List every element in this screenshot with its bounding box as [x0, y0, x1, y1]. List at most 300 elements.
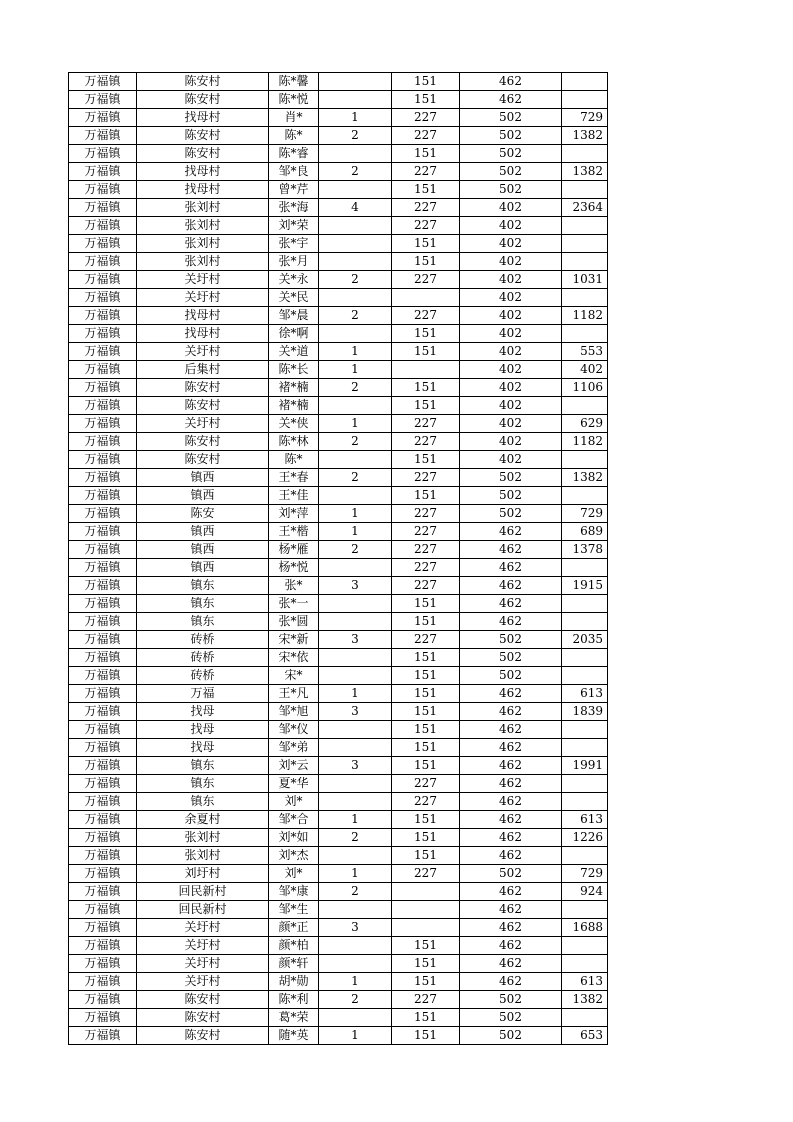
- cell-v2: 502: [460, 1009, 562, 1027]
- cell-town: 万福镇: [69, 739, 137, 757]
- cell-total: 1382: [562, 469, 608, 487]
- cell-v1: 151: [392, 721, 460, 739]
- cell-v2: 502: [460, 109, 562, 127]
- table-row: [69, 253, 608, 271]
- cell-name: 刘*: [269, 793, 319, 811]
- cell-v1: 227: [392, 631, 460, 649]
- cell-v2: 462: [460, 523, 562, 541]
- cell-total: 729: [562, 109, 608, 127]
- cell-village: 镇东: [137, 613, 269, 631]
- cell-name: 张*一: [269, 595, 319, 613]
- cell-v1: 227: [392, 577, 460, 595]
- cell-v1: [392, 919, 460, 937]
- cell-count: 2: [319, 163, 392, 181]
- cell-town: 万福镇: [69, 1009, 137, 1027]
- cell-town: 万福镇: [69, 433, 137, 451]
- table-row: [69, 775, 608, 793]
- cell-town: 万福镇: [69, 1027, 137, 1045]
- cell-v2: 462: [460, 721, 562, 739]
- table-row: [69, 883, 608, 901]
- cell-v1: 151: [392, 181, 460, 199]
- cell-count: 1: [319, 109, 392, 127]
- cell-v2: 402: [460, 235, 562, 253]
- cell-v2: 462: [460, 811, 562, 829]
- cell-name: 关*侠: [269, 415, 319, 433]
- cell-village: 刘圩村: [137, 865, 269, 883]
- cell-village: 陈安村: [137, 1027, 269, 1045]
- cell-village: 找母: [137, 721, 269, 739]
- cell-name: 肖*: [269, 109, 319, 127]
- cell-name: 邹*晨: [269, 307, 319, 325]
- cell-total: [562, 667, 608, 685]
- table-row: [69, 577, 608, 595]
- cell-count: 1: [319, 865, 392, 883]
- cell-v2: 462: [460, 973, 562, 991]
- table-row: [69, 127, 608, 145]
- cell-count: [319, 901, 392, 919]
- cell-village: 镇东: [137, 775, 269, 793]
- cell-v1: 227: [392, 775, 460, 793]
- cell-v2: 462: [460, 595, 562, 613]
- cell-name: 刘*杰: [269, 847, 319, 865]
- cell-v2: 502: [460, 181, 562, 199]
- cell-count: 1: [319, 361, 392, 379]
- cell-name: 张*宇: [269, 235, 319, 253]
- cell-name: 刘*: [269, 865, 319, 883]
- cell-name: 颜*柏: [269, 937, 319, 955]
- table-row: [69, 685, 608, 703]
- cell-v2: 402: [460, 379, 562, 397]
- cell-name: 陈*馨: [269, 73, 319, 91]
- cell-total: [562, 289, 608, 307]
- cell-name: 张*圆: [269, 613, 319, 631]
- cell-v2: 402: [460, 307, 562, 325]
- cell-v1: [392, 883, 460, 901]
- cell-total: [562, 775, 608, 793]
- cell-v1: 151: [392, 1009, 460, 1027]
- table-row: [69, 829, 608, 847]
- cell-village: 陈安村: [137, 379, 269, 397]
- table-row: [69, 469, 608, 487]
- cell-name: 关*道: [269, 343, 319, 361]
- cell-count: 2: [319, 991, 392, 1009]
- cell-v2: 402: [460, 361, 562, 379]
- cell-v1: 151: [392, 685, 460, 703]
- cell-v2: 402: [460, 325, 562, 343]
- cell-village: 关圩村: [137, 343, 269, 361]
- cell-v1: 151: [392, 343, 460, 361]
- cell-count: 1: [319, 973, 392, 991]
- cell-name: 陈*: [269, 451, 319, 469]
- table-body: [69, 73, 608, 1045]
- cell-v1: [392, 289, 460, 307]
- table-row: [69, 937, 608, 955]
- cell-count: 4: [319, 199, 392, 217]
- cell-village: 陈安村: [137, 73, 269, 91]
- cell-v1: 151: [392, 739, 460, 757]
- cell-town: 万福镇: [69, 73, 137, 91]
- table-row: [69, 793, 608, 811]
- cell-name: 杨*雁: [269, 541, 319, 559]
- cell-v1: 227: [392, 865, 460, 883]
- cell-v2: 462: [460, 793, 562, 811]
- cell-name: 邹*康: [269, 883, 319, 901]
- table-row: [69, 541, 608, 559]
- cell-v2: 462: [460, 775, 562, 793]
- cell-v2: 462: [460, 541, 562, 559]
- cell-count: 2: [319, 829, 392, 847]
- cell-village: 关圩村: [137, 955, 269, 973]
- cell-name: 邹*旭: [269, 703, 319, 721]
- cell-total: 729: [562, 865, 608, 883]
- cell-village: 万福: [137, 685, 269, 703]
- table-row: [69, 847, 608, 865]
- cell-v1: 151: [392, 667, 460, 685]
- table-row: [69, 217, 608, 235]
- cell-v1: 151: [392, 397, 460, 415]
- cell-village: 陈安村: [137, 127, 269, 145]
- table-row: [69, 235, 608, 253]
- table-row: [69, 397, 608, 415]
- cell-total: [562, 793, 608, 811]
- table-row: [69, 181, 608, 199]
- cell-name: 葛*荣: [269, 1009, 319, 1027]
- cell-name: 随*英: [269, 1027, 319, 1045]
- cell-count: 2: [319, 541, 392, 559]
- cell-v2: 462: [460, 559, 562, 577]
- table-row: [69, 73, 608, 91]
- cell-v1: 151: [392, 829, 460, 847]
- table-row: [69, 991, 608, 1009]
- cell-town: 万福镇: [69, 469, 137, 487]
- cell-v2: 502: [460, 991, 562, 1009]
- cell-total: 924: [562, 883, 608, 901]
- cell-v2: 502: [460, 487, 562, 505]
- cell-total: [562, 397, 608, 415]
- cell-count: 1: [319, 415, 392, 433]
- cell-v1: [392, 361, 460, 379]
- cell-count: [319, 613, 392, 631]
- cell-count: 1: [319, 343, 392, 361]
- cell-village: 关圩村: [137, 937, 269, 955]
- cell-v2: 402: [460, 253, 562, 271]
- cell-total: [562, 559, 608, 577]
- cell-town: 万福镇: [69, 127, 137, 145]
- cell-total: [562, 487, 608, 505]
- cell-name: 陈*长: [269, 361, 319, 379]
- table-row: [69, 811, 608, 829]
- cell-count: [319, 73, 392, 91]
- cell-v2: 502: [460, 667, 562, 685]
- table-row: [69, 91, 608, 109]
- cell-v1: 151: [392, 325, 460, 343]
- cell-count: 3: [319, 757, 392, 775]
- cell-count: [319, 145, 392, 163]
- cell-v1: 151: [392, 613, 460, 631]
- cell-name: 宋*: [269, 667, 319, 685]
- cell-town: 万福镇: [69, 145, 137, 163]
- cell-town: 万福镇: [69, 505, 137, 523]
- cell-total: 729: [562, 505, 608, 523]
- cell-v2: 402: [460, 343, 562, 361]
- cell-village: 张刘村: [137, 847, 269, 865]
- cell-v2: 462: [460, 937, 562, 955]
- cell-v1: 227: [392, 559, 460, 577]
- table-row: [69, 271, 608, 289]
- cell-town: 万福镇: [69, 577, 137, 595]
- cell-total: 689: [562, 523, 608, 541]
- cell-v2: 462: [460, 919, 562, 937]
- cell-total: [562, 91, 608, 109]
- cell-total: 1226: [562, 829, 608, 847]
- cell-v2: 462: [460, 757, 562, 775]
- cell-name: 张*海: [269, 199, 319, 217]
- cell-v1: 151: [392, 379, 460, 397]
- cell-v1: 151: [392, 937, 460, 955]
- cell-name: 王*凡: [269, 685, 319, 703]
- cell-town: 万福镇: [69, 91, 137, 109]
- cell-v1: 151: [392, 235, 460, 253]
- cell-v2: 402: [460, 271, 562, 289]
- cell-town: 万福镇: [69, 451, 137, 469]
- cell-v2: 502: [460, 163, 562, 181]
- cell-total: [562, 181, 608, 199]
- cell-v1: 227: [392, 109, 460, 127]
- cell-count: [319, 559, 392, 577]
- cell-count: 3: [319, 631, 392, 649]
- cell-name: 陈*林: [269, 433, 319, 451]
- cell-village: 关圩村: [137, 289, 269, 307]
- cell-total: 653: [562, 1027, 608, 1045]
- cell-v2: 502: [460, 865, 562, 883]
- cell-village: 镇西: [137, 559, 269, 577]
- cell-total: [562, 1009, 608, 1027]
- cell-total: [562, 325, 608, 343]
- cell-village: 陈安: [137, 505, 269, 523]
- table-row: [69, 721, 608, 739]
- cell-count: [319, 487, 392, 505]
- cell-v2: 462: [460, 613, 562, 631]
- cell-town: 万福镇: [69, 847, 137, 865]
- cell-town: 万福镇: [69, 955, 137, 973]
- cell-count: [319, 1009, 392, 1027]
- cell-town: 万福镇: [69, 199, 137, 217]
- cell-village: 张刘村: [137, 235, 269, 253]
- cell-name: 关*永: [269, 271, 319, 289]
- cell-village: 回民新村: [137, 883, 269, 901]
- cell-v1: 227: [392, 307, 460, 325]
- table-row: [69, 973, 608, 991]
- cell-v2: 462: [460, 73, 562, 91]
- cell-v2: 462: [460, 91, 562, 109]
- cell-name: 陈*利: [269, 991, 319, 1009]
- cell-v1: 151: [392, 451, 460, 469]
- cell-village: 镇东: [137, 577, 269, 595]
- cell-count: [319, 937, 392, 955]
- cell-v1: 227: [392, 217, 460, 235]
- cell-total: [562, 253, 608, 271]
- cell-total: 553: [562, 343, 608, 361]
- cell-v1: 151: [392, 757, 460, 775]
- cell-count: [319, 739, 392, 757]
- cell-v2: 402: [460, 451, 562, 469]
- cell-village: 镇东: [137, 595, 269, 613]
- cell-town: 万福镇: [69, 631, 137, 649]
- cell-count: [319, 181, 392, 199]
- cell-count: [319, 793, 392, 811]
- cell-town: 万福镇: [69, 379, 137, 397]
- cell-village: 镇东: [137, 793, 269, 811]
- cell-v1: 151: [392, 73, 460, 91]
- cell-town: 万福镇: [69, 937, 137, 955]
- cell-total: 629: [562, 415, 608, 433]
- cell-total: 1382: [562, 991, 608, 1009]
- table-row: [69, 415, 608, 433]
- cell-village: 找母村: [137, 109, 269, 127]
- data-table: [68, 72, 608, 1045]
- cell-v2: 402: [460, 397, 562, 415]
- cell-count: 1: [319, 811, 392, 829]
- cell-name: 邹*仪: [269, 721, 319, 739]
- cell-total: 1991: [562, 757, 608, 775]
- table-row: [69, 631, 608, 649]
- cell-town: 万福镇: [69, 613, 137, 631]
- cell-v2: 462: [460, 847, 562, 865]
- cell-name: 邹*生: [269, 901, 319, 919]
- cell-village: 镇东: [137, 757, 269, 775]
- cell-v1: 227: [392, 469, 460, 487]
- cell-village: 后集村: [137, 361, 269, 379]
- cell-v1: [392, 901, 460, 919]
- cell-total: [562, 595, 608, 613]
- cell-village: 镇西: [137, 487, 269, 505]
- cell-town: 万福镇: [69, 289, 137, 307]
- cell-count: 3: [319, 919, 392, 937]
- cell-town: 万福镇: [69, 811, 137, 829]
- cell-v1: 151: [392, 649, 460, 667]
- cell-name: 徐*啊: [269, 325, 319, 343]
- table-row: [69, 901, 608, 919]
- table-row: [69, 145, 608, 163]
- cell-village: 陈安村: [137, 451, 269, 469]
- cell-total: 1382: [562, 127, 608, 145]
- cell-village: 镇西: [137, 523, 269, 541]
- cell-town: 万福镇: [69, 919, 137, 937]
- cell-v1: 227: [392, 523, 460, 541]
- cell-town: 万福镇: [69, 793, 137, 811]
- cell-name: 陈*: [269, 127, 319, 145]
- cell-count: [319, 289, 392, 307]
- cell-village: 找母村: [137, 307, 269, 325]
- cell-total: [562, 217, 608, 235]
- table-row: [69, 703, 608, 721]
- cell-village: 砖桥: [137, 649, 269, 667]
- cell-v1: 151: [392, 811, 460, 829]
- cell-name: 王*春: [269, 469, 319, 487]
- cell-count: 2: [319, 271, 392, 289]
- cell-v1: 227: [392, 415, 460, 433]
- cell-name: 刘*荣: [269, 217, 319, 235]
- cell-name: 邹*合: [269, 811, 319, 829]
- cell-total: [562, 73, 608, 91]
- cell-town: 万福镇: [69, 343, 137, 361]
- cell-town: 万福镇: [69, 487, 137, 505]
- cell-town: 万福镇: [69, 685, 137, 703]
- table-row: [69, 379, 608, 397]
- cell-v1: 151: [392, 847, 460, 865]
- cell-v2: 462: [460, 703, 562, 721]
- table-row: [69, 163, 608, 181]
- cell-total: [562, 145, 608, 163]
- cell-total: [562, 847, 608, 865]
- cell-count: 3: [319, 703, 392, 721]
- cell-total: 1378: [562, 541, 608, 559]
- cell-village: 陈安村: [137, 1009, 269, 1027]
- cell-name: 宋*新: [269, 631, 319, 649]
- cell-count: 1: [319, 1027, 392, 1045]
- cell-total: 1915: [562, 577, 608, 595]
- cell-v2: 402: [460, 289, 562, 307]
- table-row: [69, 955, 608, 973]
- cell-town: 万福镇: [69, 865, 137, 883]
- cell-total: 1106: [562, 379, 608, 397]
- cell-count: [319, 595, 392, 613]
- cell-v1: 227: [392, 505, 460, 523]
- cell-total: [562, 901, 608, 919]
- cell-town: 万福镇: [69, 325, 137, 343]
- table-row: [69, 649, 608, 667]
- table-row: [69, 667, 608, 685]
- cell-v2: 402: [460, 217, 562, 235]
- cell-count: 2: [319, 469, 392, 487]
- cell-count: [319, 325, 392, 343]
- cell-village: 找母村: [137, 325, 269, 343]
- cell-count: 1: [319, 523, 392, 541]
- cell-count: 2: [319, 307, 392, 325]
- cell-v1: 227: [392, 199, 460, 217]
- cell-total: 2035: [562, 631, 608, 649]
- cell-total: [562, 721, 608, 739]
- table-row: [69, 757, 608, 775]
- cell-v2: 462: [460, 577, 562, 595]
- table-row: [69, 199, 608, 217]
- cell-name: 刘*如: [269, 829, 319, 847]
- cell-town: 万福镇: [69, 901, 137, 919]
- cell-v2: 502: [460, 1027, 562, 1045]
- cell-v2: 402: [460, 415, 562, 433]
- table-row: [69, 325, 608, 343]
- cell-count: 1: [319, 505, 392, 523]
- cell-town: 万福镇: [69, 541, 137, 559]
- cell-total: [562, 649, 608, 667]
- cell-total: 402: [562, 361, 608, 379]
- cell-town: 万福镇: [69, 163, 137, 181]
- cell-name: 邹*良: [269, 163, 319, 181]
- table-row: [69, 1027, 608, 1045]
- cell-village: 找母: [137, 703, 269, 721]
- cell-count: [319, 217, 392, 235]
- cell-village: 找母村: [137, 163, 269, 181]
- cell-v2: 462: [460, 829, 562, 847]
- cell-total: 1182: [562, 307, 608, 325]
- cell-town: 万福镇: [69, 361, 137, 379]
- table-row: [69, 613, 608, 631]
- cell-total: 1688: [562, 919, 608, 937]
- cell-v1: 151: [392, 145, 460, 163]
- table-row: [69, 1009, 608, 1027]
- cell-village: 镇西: [137, 469, 269, 487]
- cell-name: 颜*正: [269, 919, 319, 937]
